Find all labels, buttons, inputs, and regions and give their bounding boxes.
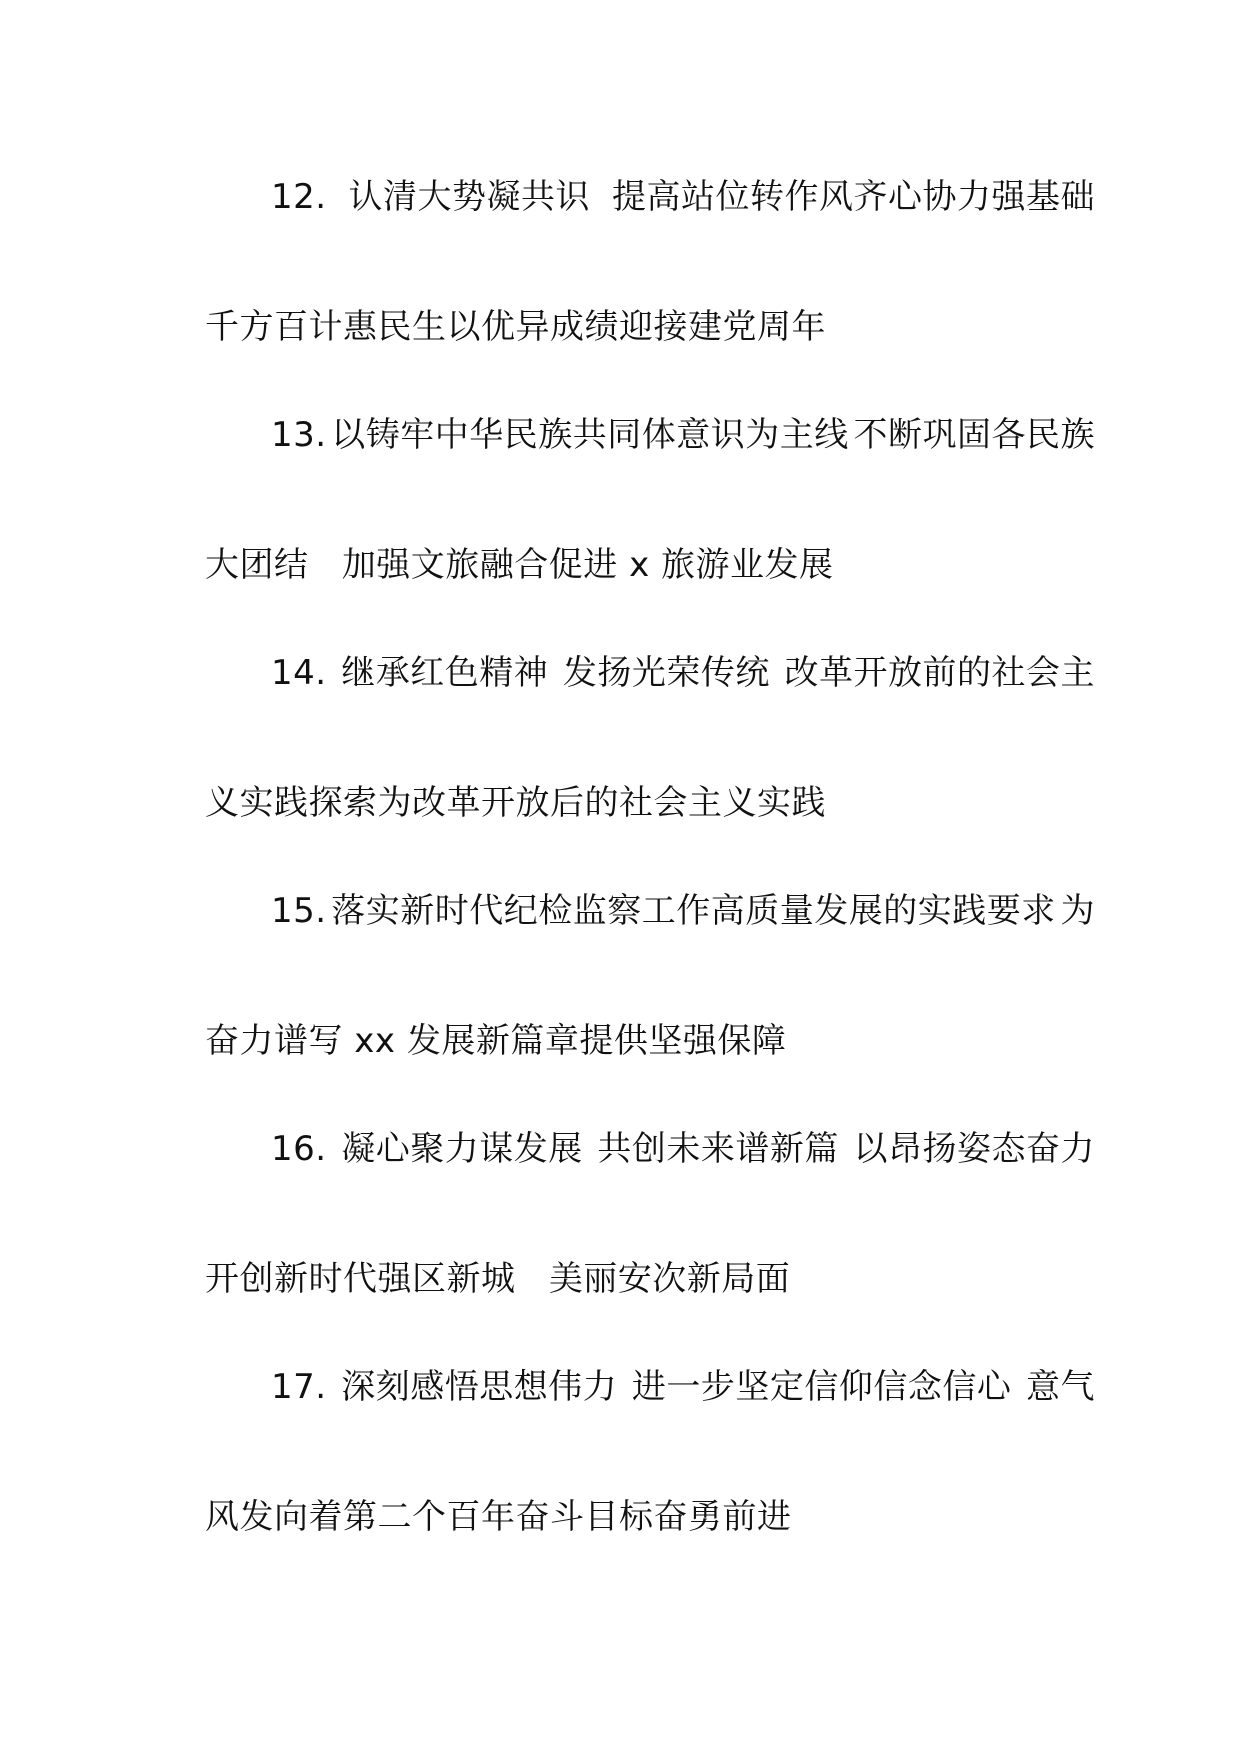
item-14-line-2 [205, 781, 1095, 825]
item-14-line-1 [205, 651, 1095, 695]
item-16-segment: 凝心聚力谋发展 [341, 1129, 583, 1169]
item-16-line-2 [205, 1257, 1095, 1301]
item-15-segment: 奋力谱写 xx 发展新篇章提供坚强保障 [205, 1021, 787, 1061]
item-17-segment: 意气 [1026, 1367, 1095, 1407]
item-15-segment: 落实新时代纪检监察工作高质量发展的实践要求 [331, 891, 1056, 931]
item-15-segment: 为 [1060, 891, 1095, 931]
item-17-segment: 进一步坚定信仰信念信心 [631, 1367, 1012, 1407]
item-12-segment: 提高站位转作风齐心协力强基础 [611, 177, 1095, 217]
item-13-line-2 [205, 543, 1095, 587]
item-15-line-1 [205, 889, 1095, 933]
item-17-line-2 [205, 1495, 1095, 1539]
item-16-segment: 开创新时代强区新城 [205, 1259, 516, 1299]
item-13-line-1 [205, 413, 1095, 457]
item-13-segment: 不断巩固各民族 [853, 415, 1095, 455]
item-13-segment: 以铸牢中华民族共同体意识为主线 [331, 415, 849, 455]
item-13-segment: 大团结 [205, 545, 309, 585]
item-15-line-2 [205, 1019, 1095, 1063]
item-14-segment: 义实践探索为改革开放后的社会主义实践 [205, 783, 826, 823]
item-12-number: 12. [271, 177, 327, 217]
item-12-line-1 [205, 175, 1095, 219]
item-14-segment: 发扬光荣传统 [562, 653, 770, 693]
item-14-segment: 改革开放前的社会主 [784, 653, 1095, 693]
item-12-line-2 [205, 305, 1095, 349]
item-13-number: 13. [271, 415, 327, 455]
item-12-segment: 千方百计惠民生以优异成绩迎接建党周年 [205, 307, 826, 347]
item-16-number: 16. [271, 1129, 327, 1169]
item-17-line-1 [205, 1365, 1095, 1409]
item-15-number: 15. [271, 891, 327, 931]
item-14-number: 14. [271, 653, 327, 693]
item-17-segment: 风发向着第二个百年奋斗目标奋勇前进 [205, 1497, 792, 1537]
item-14-segment: 继承红色精神 [341, 653, 549, 693]
item-13-segment: 加强文旅融合促进 x 旅游业发展 [341, 545, 834, 585]
item-16-segment: 美丽安次新局面 [548, 1259, 791, 1299]
item-12-segment: 认清大势凝共识 [348, 177, 591, 217]
item-17-number: 17. [271, 1367, 327, 1407]
item-17-segment: 深刻感悟思想伟力 [341, 1367, 618, 1407]
item-16-segment: 以昂扬姿态奋力 [853, 1129, 1095, 1169]
item-16-segment: 共创未来谱新篇 [597, 1129, 839, 1169]
item-16-line-1 [205, 1127, 1095, 1171]
